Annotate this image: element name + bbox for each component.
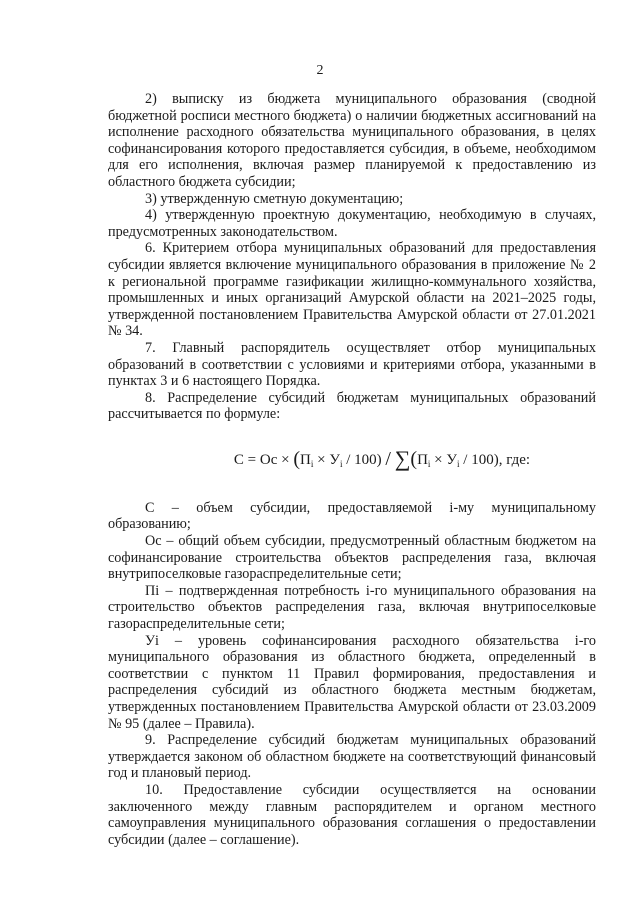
paragraph-8-distribution: 8. Распределение субсидий бюджетам муниципальных образований рассчитывается по формуле:: [108, 389, 596, 423]
formula-y: У: [329, 451, 340, 468]
formula-tail: , где:: [498, 451, 531, 468]
definition-pi: Пi – подтвержденная потребность i-го муниципального образования на строительство объектов распределения газа, включая внутрипоселковые газораспределительные сети;: [108, 582, 596, 633]
page-number: 2: [316, 63, 324, 78]
paragraph-project-docs: 4) утвержденную проектную документацию, необходимую в случаях, предусмотренных законодательством.: [108, 207, 596, 240]
document-body: [108, 91, 596, 848]
paragraph-7-selection: 7. Главный распорядитель осуществляет отбор муниципальных образований в соответствии с условиями и критериями отбора, указанными в пунктах 3 и 6 настоящего Порядка.: [108, 339, 596, 390]
paragraph-budget-extract: 2) выписку из бюджета муниципального образования (сводной бюджетной росписи местного бюджета) о наличии бюджетных ассигнований на исполнение расходного обязательства муниципального образования, в целях софинансирования которого предоставляется субсидия, в объеме, необходимом для его исполнения, включая размер планируемой к предоставлению из областного бюджета субсидии;: [108, 91, 596, 190]
definition-c: С – объем субсидии, предоставляемой i-му муниципальному образованию;: [108, 499, 596, 533]
subsidy-formula: $C = Oc \times (П_i \times У_i / 100) / \sum(П_i \times У_i / 100)$, где:: [233, 445, 531, 471]
paragraph-estimate-docs: 3) утвержденную сметную документацию;: [145, 190, 404, 207]
sum-symbol: ∑: [394, 445, 411, 471]
formula-lhs: C = Oc ×: [233, 451, 290, 468]
paragraph-9-approval: 9. Распределение субсидий бюджетам муниципальных образований утверждается законом об областном бюджете на соответствующий финансовый год и плановый период.: [108, 732, 596, 782]
definition-oc: Ос – общий объем субсидии, предусмотренный областным бюджетом на софинансирование строительства объектов распределения газа, включая внутрипоселковые газораспределительные сети;: [108, 533, 596, 583]
formula-pi: П: [300, 451, 311, 468]
paragraph-6-selection-criterion: 6. Критерием отбора муниципальных образований для предоставления субсидии является включение муниципального образования в приложение № 2 к региональной программе газификации жилищно-коммунального хозяйства, промышленных и иных организаций Амурской области на 2021–2025 годы, утвержденной постановлением Правительства Амурской области от 27.01.2021 № 34.: [108, 240, 596, 340]
paragraph-10-agreement: 10. Предоставление субсидии осуществляется на основании заключенного между главным распорядителем и органом местного самоуправления муниципального образования соглашения о предоставлении субсидии (далее – соглашение).: [108, 781, 596, 848]
definition-yi: Уi – уровень софинансирования расходного обязательства i-го муниципального образования из областного бюджета, определенный в соответствии с пунктом 11 Правил формирования, предоставления и распределения субсидий из областного бюджета местным бюджетам, утвержденных постановлением Правительства Амурской области от 23.03.2009 № 95 (далее – Правила).: [108, 632, 596, 732]
